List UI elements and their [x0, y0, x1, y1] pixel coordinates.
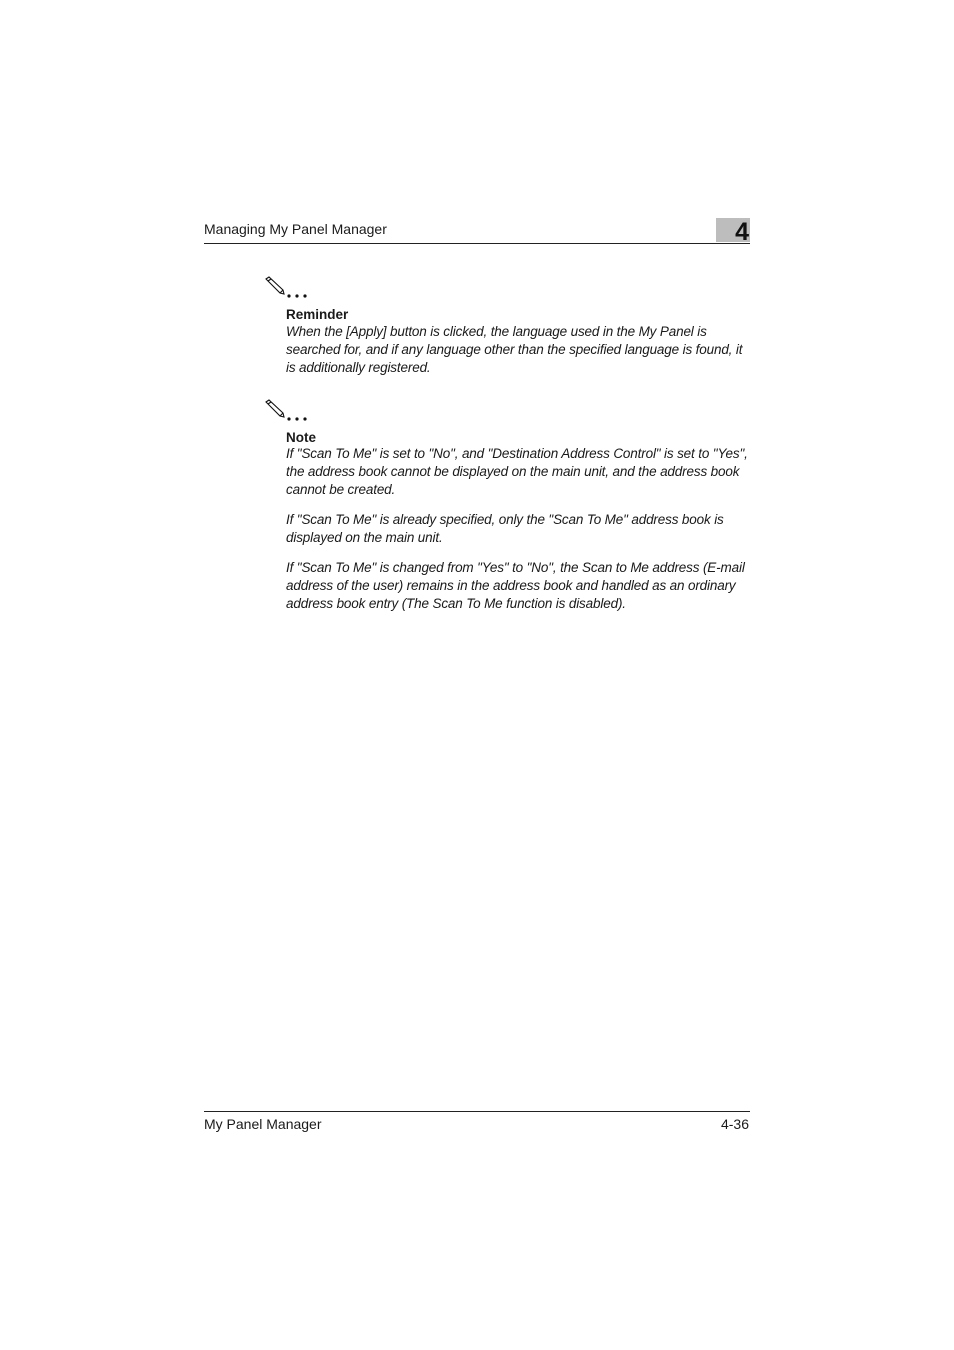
note-paragraph: If "Scan To Me" is changed from "Yes" to "No", the Scan to Me address (E-mail address of the user) remains in the address book and handled as an ordinary address book entry (The Scan To Me function is disabled). — [286, 560, 745, 611]
chapter-tab — [716, 218, 750, 246]
header-title: Managing My Panel Manager — [204, 221, 387, 237]
reminder-heading: Reminder — [286, 307, 349, 322]
note-paragraph: If "Scan To Me" is already specified, only the "Scan To Me" address book is displayed on the main unit. — [286, 512, 724, 545]
footer-page-number: 4-36 — [720, 1116, 749, 1132]
chapter-number: 4 — [735, 218, 749, 246]
page-footer — [204, 1111, 750, 1132]
note-heading: Note — [286, 430, 316, 445]
pencil-note-icon — [264, 276, 310, 298]
footer-manual-title: My Panel Manager — [204, 1116, 322, 1132]
reminder-text: When the [Apply] button is clicked, the language used in the My Panel is searched for, and if any language other than the specified language is found, it is additionally registered. — [286, 324, 743, 375]
page-header — [204, 218, 750, 244]
pencil-note-icon — [264, 399, 310, 421]
note-paragraph: If "Scan To Me" is set to "No", and "Destination Address Control" is set to "Yes", the address book cannot be displayed on the main unit, and the address book cannot be created. — [286, 446, 748, 497]
